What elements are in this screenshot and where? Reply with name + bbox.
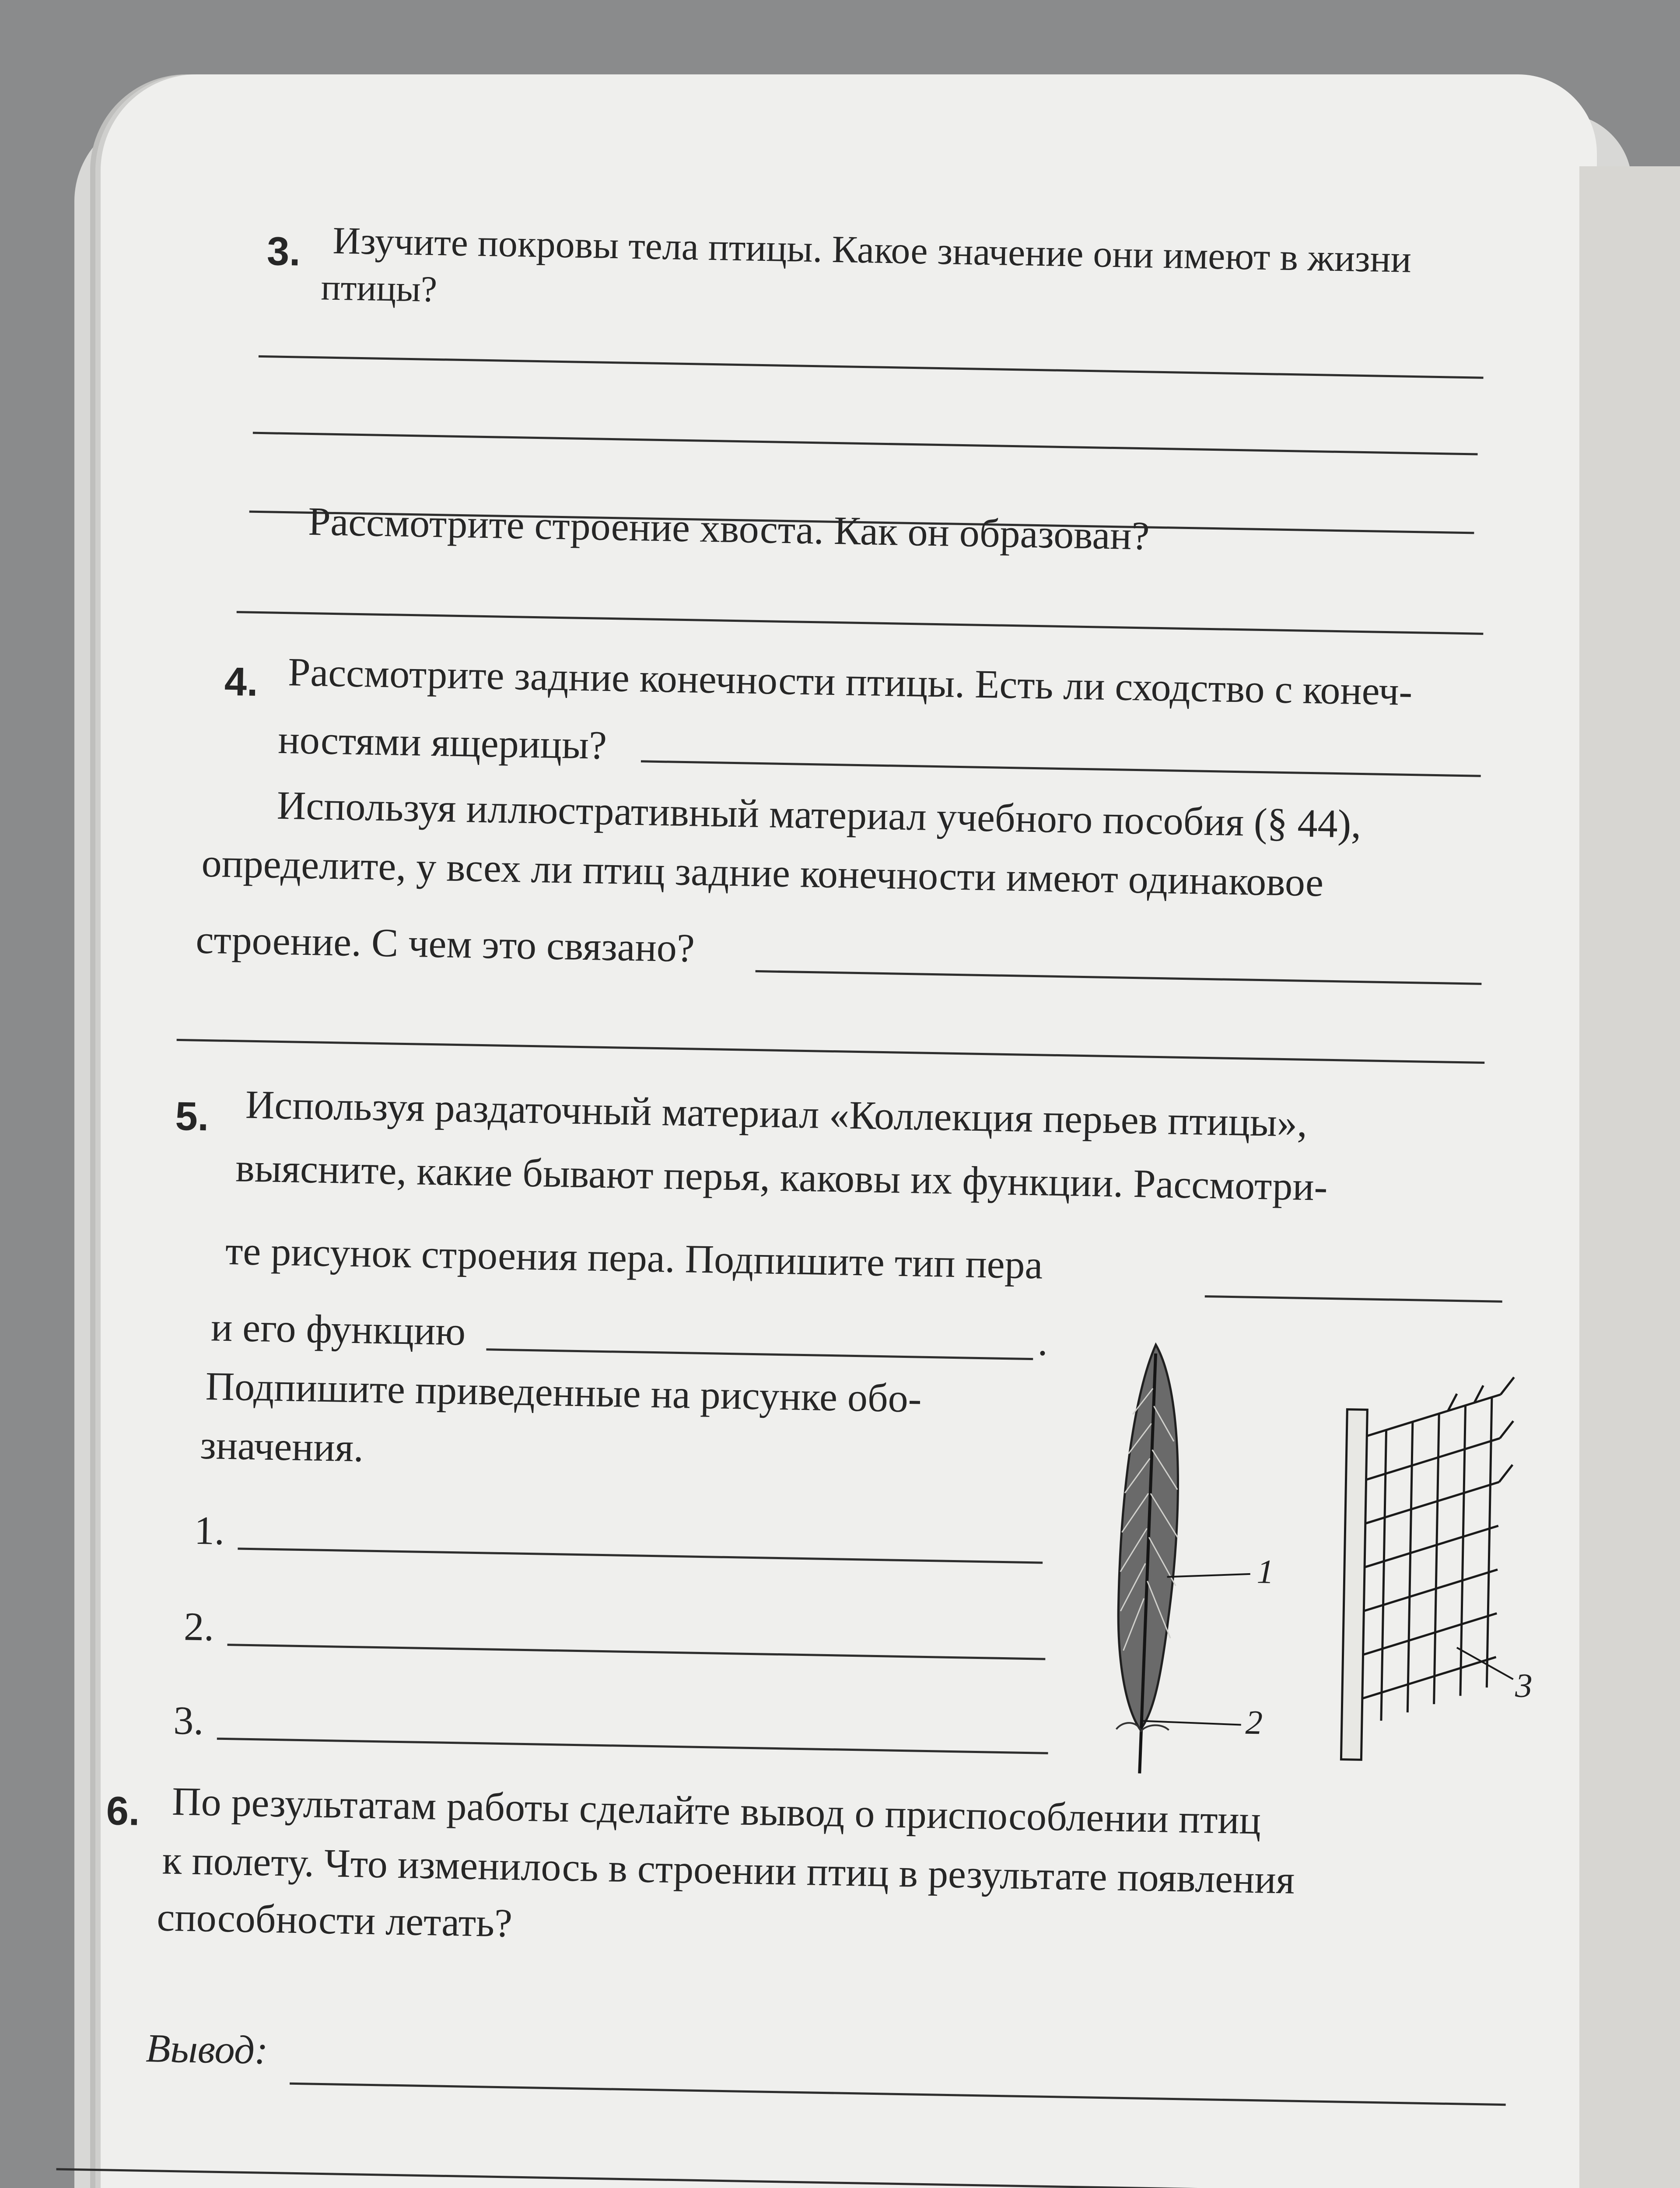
figure-label-1: 1	[1256, 1552, 1274, 1591]
question-5-text-line5: Подпишите приведенные на рисунке обо-	[205, 1364, 922, 1421]
answer-line[interactable]	[641, 760, 1481, 777]
question-5-text-line4-end: .	[1037, 1319, 1048, 1364]
answer-line[interactable]	[177, 1039, 1485, 1064]
conclusion-answer-line[interactable]	[290, 2083, 1506, 2106]
answer-3-line[interactable]	[217, 1738, 1048, 1754]
tail-prompt: Рассмотрите строение хвоста. Как он образован?	[308, 498, 1150, 558]
question-5-text-line4: и его функцию	[210, 1304, 466, 1354]
leader-line-1	[1167, 1573, 1250, 1578]
question-4-text-line1: Рассмотрите задние конечности птицы. Есть ли сходство с конеч-	[287, 649, 1413, 714]
vane-microstructure-illustration	[1341, 1375, 1514, 1762]
figure-label-3: 3	[1515, 1666, 1533, 1705]
leader-line-3	[1456, 1648, 1514, 1679]
answer-1-label: 1.	[194, 1508, 225, 1553]
feather-type-answer-line[interactable]	[1205, 1295, 1502, 1303]
question-3-number: 3.	[266, 229, 301, 274]
question-4-text-line5: строение. С чем это связано?	[195, 917, 695, 971]
figure-label-2: 2	[1245, 1703, 1263, 1742]
contour-feather-illustration	[1116, 1344, 1181, 1774]
conclusion-answer-line[interactable]	[56, 2168, 1505, 2188]
answer-2-label: 2.	[183, 1604, 215, 1649]
conclusion-label: Вывод:	[145, 2025, 269, 2072]
answer-3-label: 3.	[173, 1697, 204, 1743]
answer-line[interactable]	[259, 355, 1484, 379]
question-4-text-line2: ностями ящерицы?	[277, 717, 607, 768]
question-4-number: 4.	[224, 659, 259, 705]
question-5-text-line3: те рисунок строения пера. Подпишите тип пера	[225, 1228, 1043, 1287]
question-5-text-line1: Используя раздаточный материал «Коллекция перьев птицы»,	[245, 1082, 1308, 1145]
answer-line[interactable]	[253, 432, 1478, 456]
question-3-text-line2: птицы?	[320, 267, 438, 310]
question-6-number: 6.	[106, 1788, 140, 1834]
question-6-text-line1: По результатам работы сделайте вывод о приспособлении птиц	[172, 1778, 1261, 1843]
leader-line-2	[1143, 1721, 1241, 1725]
feather-function-answer-line[interactable]	[486, 1348, 1033, 1360]
answer-line[interactable]	[237, 611, 1484, 635]
question-6-text-line2: к полету. Что изменилось в строении птиц в результате появления	[162, 1837, 1295, 1902]
answer-1-line[interactable]	[238, 1547, 1043, 1564]
question-6-text-line3: способности летать?	[156, 1894, 513, 1946]
feather-structure-figure	[1074, 1335, 1563, 1807]
question-5-number: 5.	[175, 1094, 210, 1140]
question-4-text-line3: Используя иллюстративный материал учебного пособия (§ 44),	[276, 782, 1362, 847]
answer-2-line[interactable]	[228, 1644, 1046, 1660]
question-3-text-line1: Изучите покровы тела птицы. Какое значение они имеют в жизни	[332, 219, 1412, 281]
question-5-text-line6: значения.	[200, 1422, 364, 1470]
question-4-text-line4: определите, у всех ли птиц задние конечности имеют одинаковое	[201, 840, 1324, 905]
question-5-text-line2: выясните, какие бывают перья, каковы их функции. Рассмотри-	[235, 1145, 1328, 1209]
answer-line[interactable]	[756, 970, 1482, 985]
